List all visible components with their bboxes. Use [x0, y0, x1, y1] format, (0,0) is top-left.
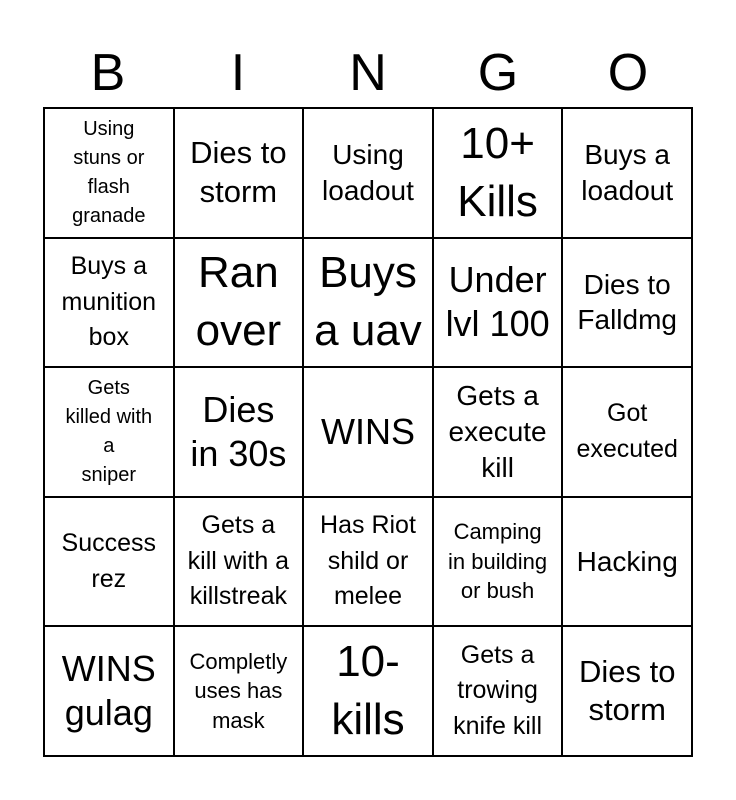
- bingo-cell-text: Gets a kill with a killstreak: [187, 511, 290, 611]
- bingo-cell-text: Completly uses has mask: [189, 648, 288, 733]
- bingo-cell[interactable]: [563, 239, 693, 369]
- bingo-cell-text: Hacking: [576, 545, 678, 577]
- bingo-cell-text: 10+ Kills: [457, 118, 538, 226]
- bingo-cell[interactable]: [45, 498, 175, 628]
- bingo-cell[interactable]: [434, 368, 564, 498]
- bingo-cell-text: Gets a execute kill: [448, 380, 547, 483]
- bingo-cell-text: Gets a trowing knife kill: [453, 640, 543, 740]
- bingo-cell[interactable]: [175, 239, 305, 369]
- bingo-cell-text: Using stuns or flash granade: [72, 117, 146, 227]
- bingo-cell[interactable]: [175, 109, 305, 239]
- bingo-cell-text: Dies to storm: [578, 653, 676, 728]
- bingo-cell-text: Buys a munition box: [61, 252, 157, 352]
- bingo-cell[interactable]: [175, 498, 305, 628]
- header-letter-g: G: [477, 44, 519, 102]
- bingo-cell[interactable]: [304, 627, 434, 757]
- bingo-cell-text: WINS gulag: [61, 648, 156, 734]
- header-letter-o: O: [607, 44, 649, 102]
- bingo-cell-text: Dies to Falldmg: [577, 268, 677, 336]
- bingo-cell[interactable]: [563, 627, 693, 757]
- bingo-cell[interactable]: [45, 627, 175, 757]
- bingo-cell[interactable]: [434, 239, 564, 369]
- bingo-cell-text: Buys a loadout: [581, 138, 674, 206]
- bingo-cell-text: Got executed: [576, 399, 678, 463]
- bingo-cell-text: Using loadout: [322, 138, 414, 206]
- bingo-cell[interactable]: [175, 627, 305, 757]
- bingo-cell-text: Camping in building or bush: [448, 519, 548, 604]
- header-letter-n: N: [349, 44, 387, 102]
- bingo-cell[interactable]: [45, 239, 175, 369]
- bingo-cell-text: Buys a uav: [314, 248, 422, 356]
- bingo-cell-text: Under lvl 100: [445, 259, 550, 345]
- bingo-cell[interactable]: [304, 109, 434, 239]
- bingo-cell[interactable]: [175, 368, 305, 498]
- bingo-board: [43, 107, 693, 757]
- bingo-cell-text: Dies in 30s: [190, 389, 287, 474]
- bingo-cell[interactable]: [434, 498, 564, 628]
- bingo-cell[interactable]: [563, 109, 693, 239]
- bingo-cell[interactable]: [45, 368, 175, 498]
- bingo-header: [43, 40, 693, 106]
- bingo-cell[interactable]: [304, 239, 434, 369]
- bingo-cell[interactable]: [563, 368, 693, 498]
- bingo-cell-text: Dies to storm: [190, 135, 287, 209]
- bingo-cell[interactable]: [304, 498, 434, 628]
- header-letter-i: I: [230, 44, 246, 102]
- bingo-cell[interactable]: [45, 109, 175, 239]
- bingo-cell-text: 10- kills: [331, 637, 405, 745]
- bingo-cell-text: Success rez: [61, 529, 157, 593]
- bingo-cell-text: Gets killed with a sniper: [65, 376, 153, 486]
- bingo-cell[interactable]: [304, 368, 434, 498]
- bingo-cell[interactable]: [434, 109, 564, 239]
- bingo-cell-text: WINS: [320, 411, 415, 453]
- header-letter-b: B: [90, 44, 126, 102]
- bingo-cell-text: Has Riot shild or melee: [320, 511, 416, 611]
- bingo-cell-text: Ran over: [195, 248, 282, 356]
- bingo-cell[interactable]: [434, 627, 564, 757]
- bingo-cell[interactable]: [563, 498, 693, 628]
